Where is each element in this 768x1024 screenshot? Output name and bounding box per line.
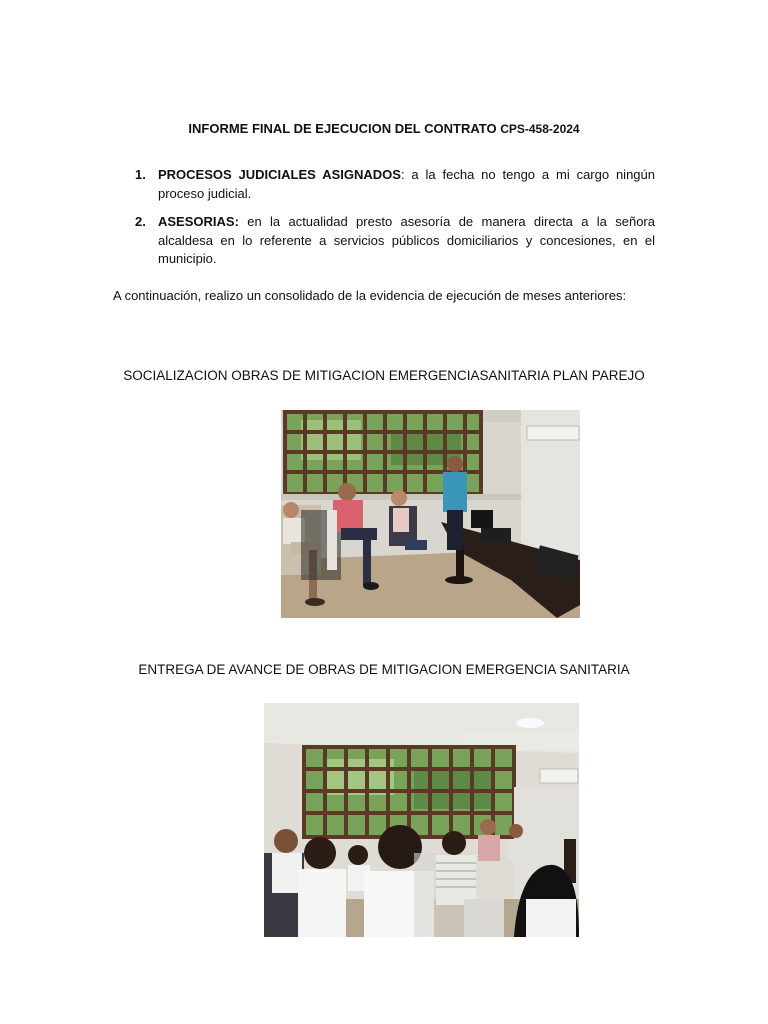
items-list <box>113 166 655 279</box>
item-number: 2. <box>135 214 146 229</box>
section-caption: ENTREGA DE AVANCE DE OBRAS DE MITIGACION EMERGENCIA SANITARIA <box>138 662 630 677</box>
list-item <box>113 213 655 269</box>
intro-paragraph: A continuación, realizo un consolidado de la evidencia de ejecución de meses anteriores: <box>113 288 627 303</box>
list-item <box>113 166 655 203</box>
title-text: INFORME FINAL DE EJECUCION DEL CONTRATO <box>188 121 497 136</box>
section-caption: SOCIALIZACION OBRAS DE MITIGACION EMERGENCIASANITARIA PLAN PAREJO <box>123 368 645 383</box>
item-number: 1. <box>135 167 146 182</box>
meeting-photo-1 <box>281 410 580 618</box>
item-heading: PROCESOS JUDICIALES ASIGNADOS <box>158 167 401 182</box>
document-title <box>0 121 768 136</box>
item-text: en la actualidad presto asesoría de manera directa a la señora alcaldesa en lo referente a servicios públicos domiciliarios y concesiones, en el municipio. <box>158 214 655 266</box>
item-heading: ASESORIAS: <box>158 214 239 229</box>
meeting-photo-2 <box>264 703 579 937</box>
contract-code: CPS-458-2024 <box>500 122 580 136</box>
item-text: : a la fecha no tengo a mi cargo ningún proceso judicial. <box>158 167 655 201</box>
